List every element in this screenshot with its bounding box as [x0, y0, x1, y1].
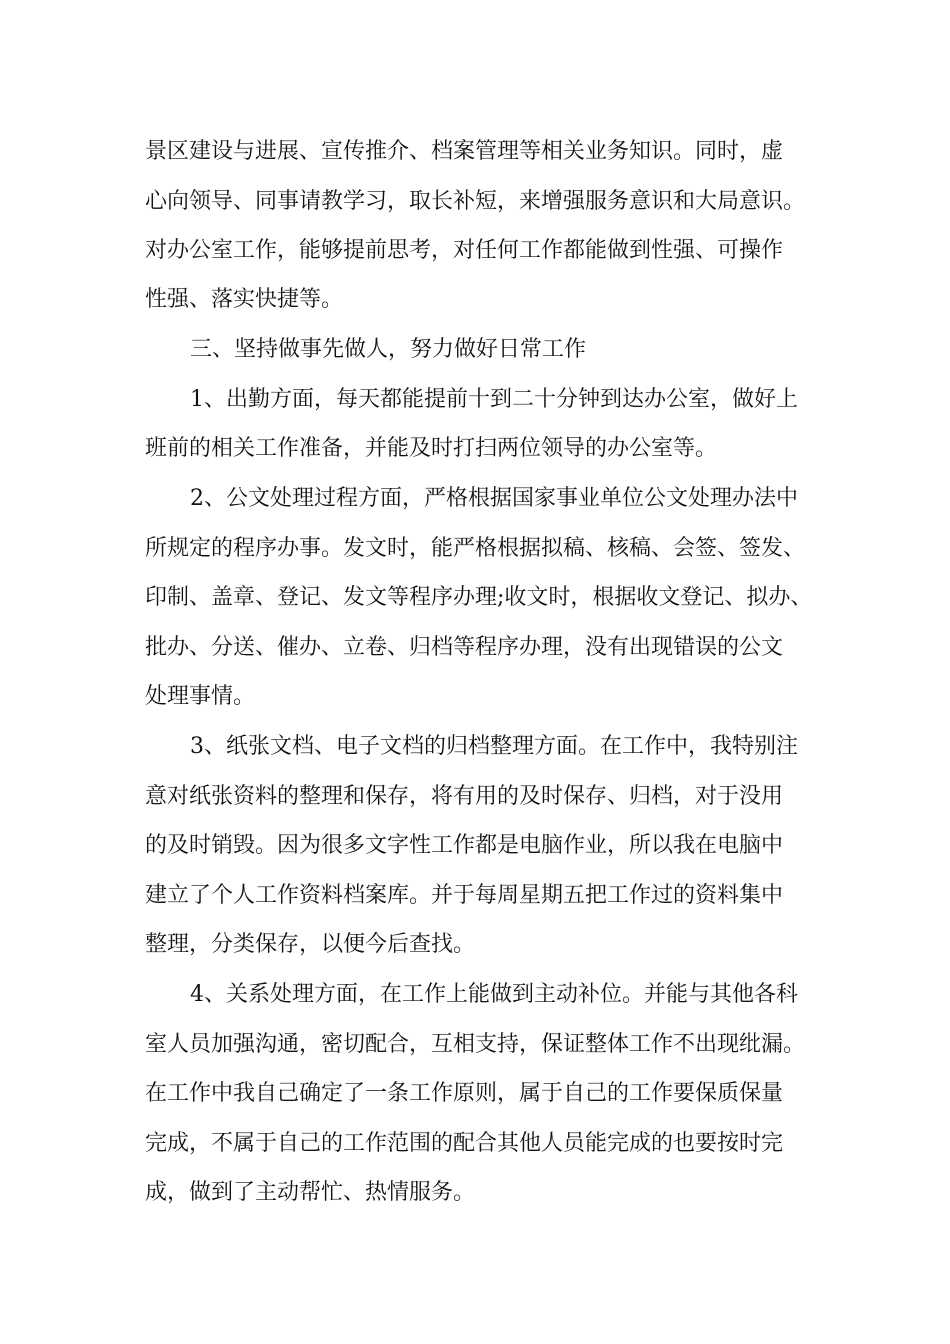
text-line: 班前的相关工作准备，并能及时打扫两位领导的办公室等。	[145, 436, 718, 461]
text-line: 4、关系处理方面，在工作上能做到主动补位。并能与其他各科	[190, 982, 798, 1007]
text-line: 在工作中我自己确定了一条工作原则，属于自己的工作要保质保量	[145, 1081, 784, 1106]
text-line: 整理，分类保存，以便今后查找。	[145, 932, 476, 957]
text-line: 性强、落实快捷等。	[145, 287, 344, 312]
text-line: 成，做到了主动帮忙、热情服务。	[145, 1180, 476, 1205]
section-heading: 三、坚持做事先做人，努力做好日常工作	[190, 337, 587, 362]
text-line: 1、出勤方面，每天都能提前十到二十分钟到达办公室，做好上	[190, 387, 798, 412]
text-line: 所规定的程序办事。发文时，能严格根据拟稿、核稿、会签、签发、	[145, 536, 806, 561]
text-line: 室人员加强沟通，密切配合，互相支持，保证整体工作不出现纰漏。	[145, 1032, 806, 1057]
text-line: 完成，不属于自己的工作范围的配合其他人员能完成的也要按时完	[145, 1131, 784, 1156]
text-line: 处理事情。	[145, 684, 256, 709]
text-line: 景区建设与进展、宣传推介、档案管理等相关业务知识。同时，虚	[145, 139, 784, 164]
text-line: 心向领导、同事请教学习，取长补短，来增强服务意识和大局意识。	[145, 189, 806, 214]
text-line: 意对纸张资料的整理和保存，将有用的及时保存、归档，对于没用	[145, 784, 784, 809]
text-line: 对办公室工作，能够提前思考，对任何工作都能做到性强、可操作	[145, 238, 784, 263]
text-line: 3、纸张文档、电子文档的归档整理方面。在工作中，我特别注	[190, 734, 798, 759]
text-line: 建立了个人工作资料档案库。并于每周星期五把工作过的资料集中	[145, 883, 784, 908]
text-line: 印制、盖章、登记、发文等程序办理;收文时，根据收文登记、拟办、	[145, 585, 813, 610]
text-line: 2、公文处理过程方面，严格根据国家事业单位公文处理办法中	[190, 486, 798, 511]
text-line: 的及时销毁。因为很多文字性工作都是电脑作业，所以我在电脑中	[145, 833, 784, 858]
text-line: 批办、分送、催办、立卷、归档等程序办理，没有出现错误的公文	[145, 635, 784, 660]
